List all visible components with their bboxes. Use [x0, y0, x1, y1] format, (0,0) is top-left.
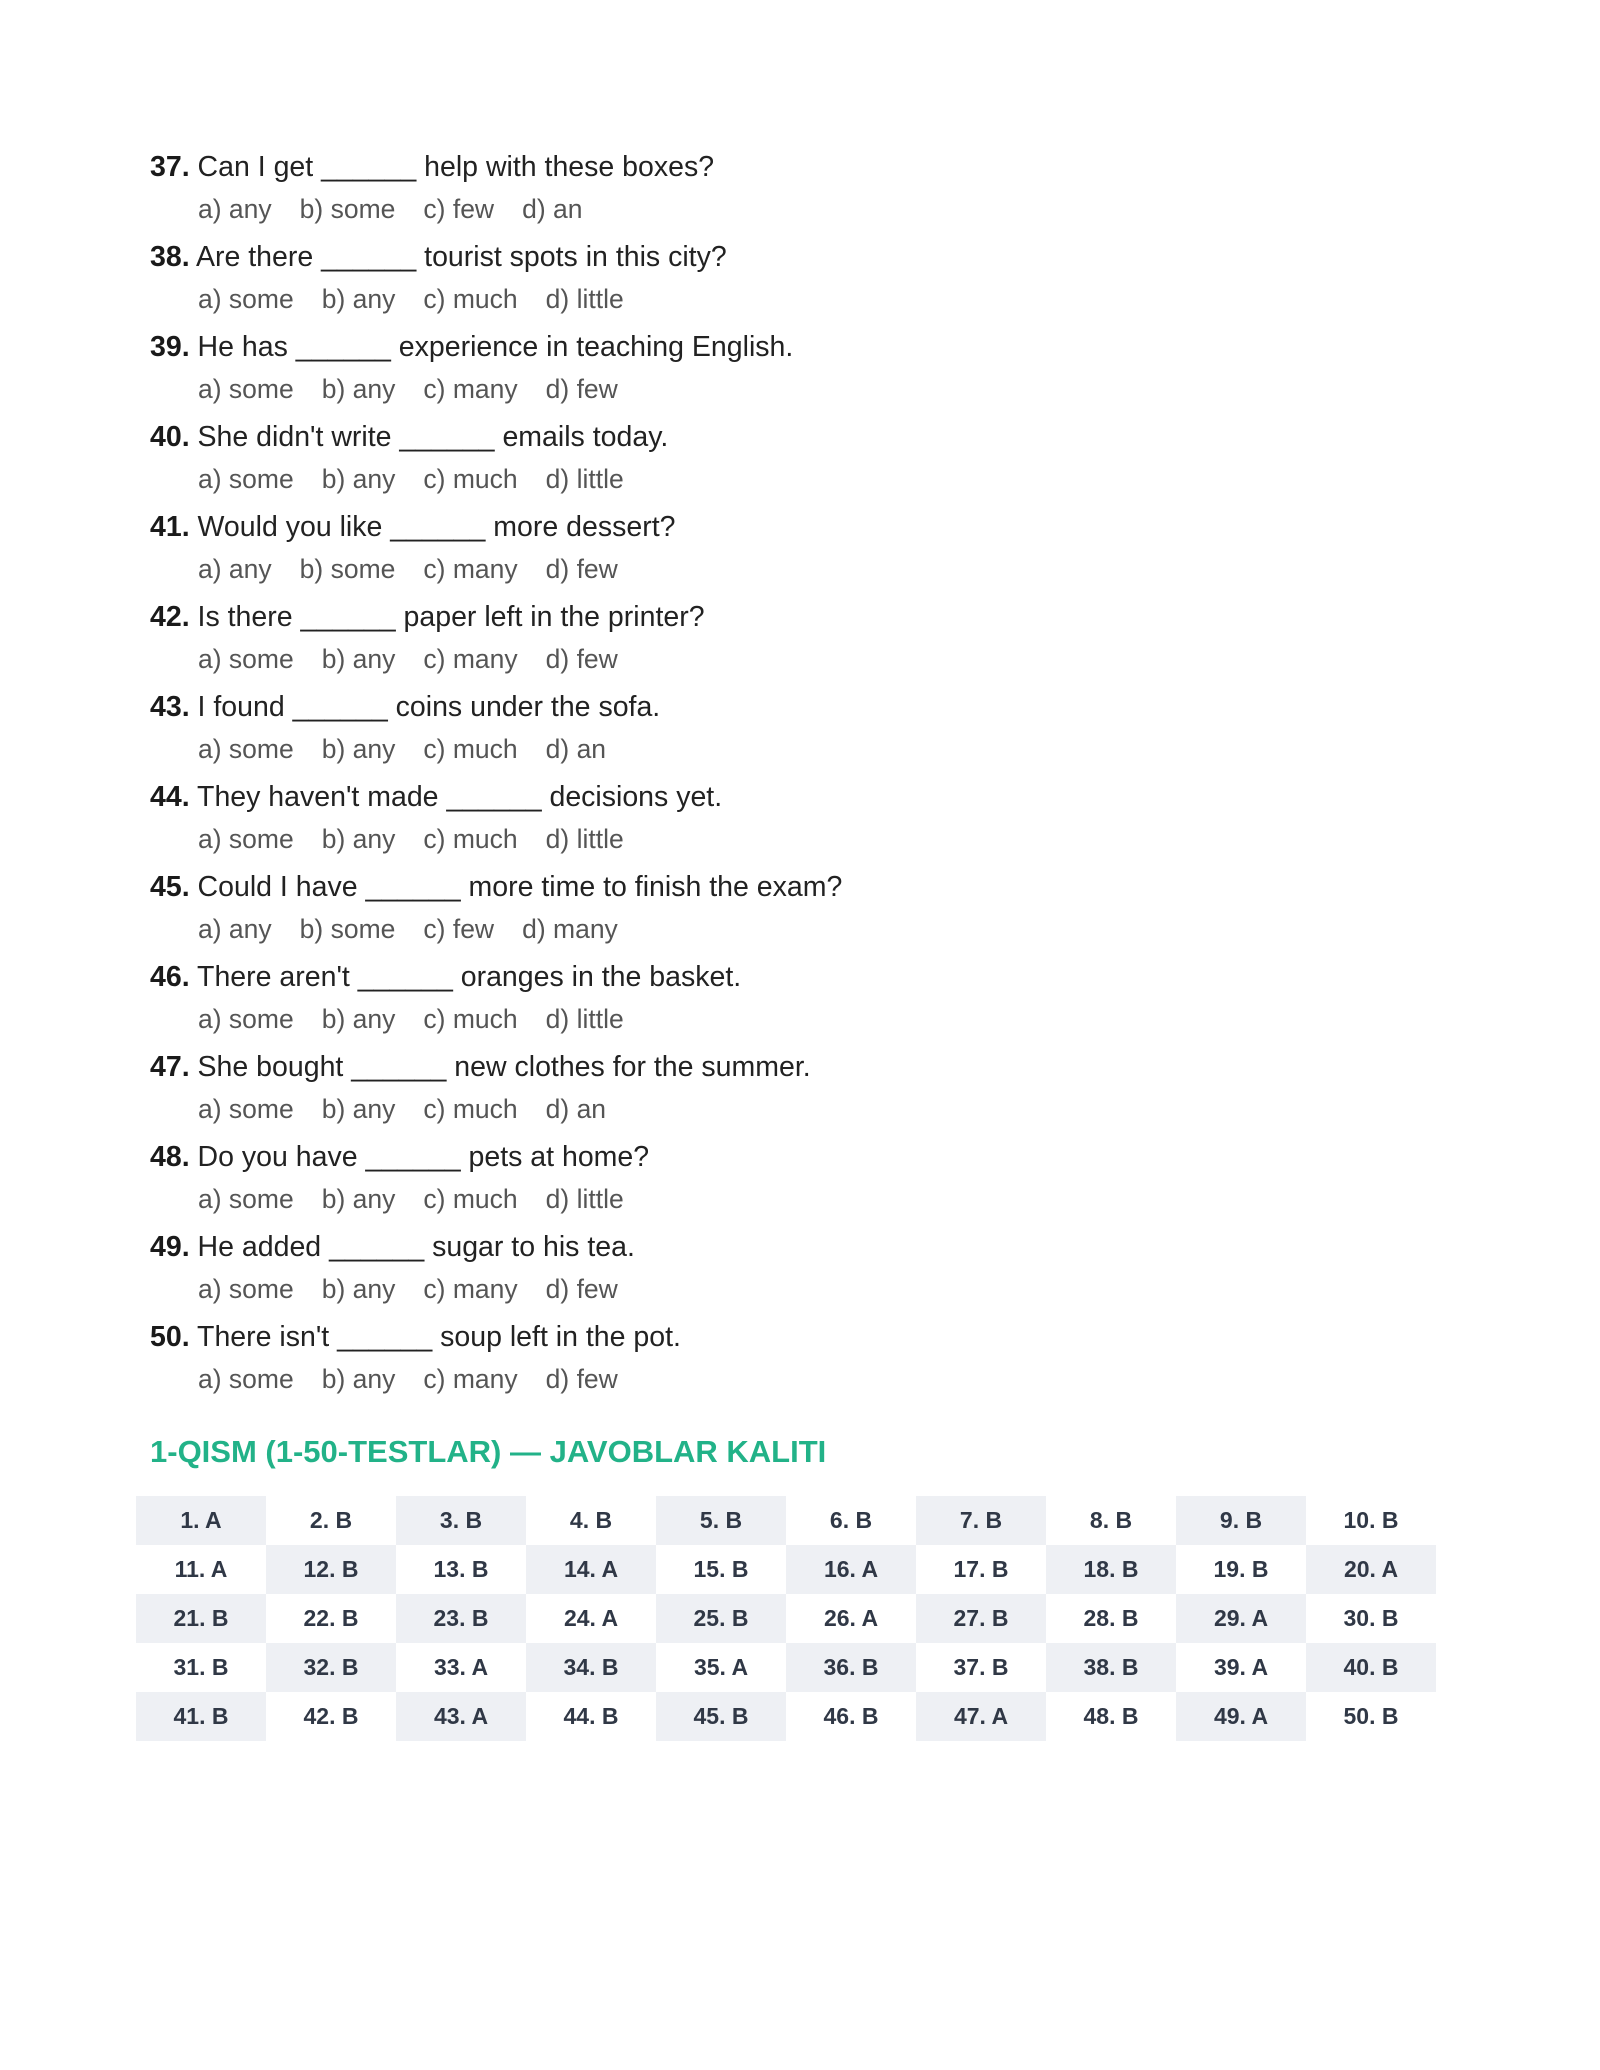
answer-cell: 46. B: [786, 1692, 916, 1741]
answer-cell: 47. A: [916, 1692, 1046, 1741]
option-c: c) much: [423, 1184, 518, 1214]
option-c: c) much: [423, 734, 518, 764]
option-a: a) some: [198, 1004, 294, 1034]
answer-row: [136, 1594, 1436, 1643]
question-item: [150, 1136, 1450, 1226]
question-text: There aren't ______ oranges in the basket.: [197, 961, 742, 993]
answer-cell: 38. B: [1046, 1643, 1176, 1692]
answer-cell: 42. B: [266, 1692, 396, 1741]
option-list: [150, 458, 1450, 500]
option-c: c) many: [423, 644, 518, 674]
question-number: 42.: [150, 601, 190, 633]
question-item: [150, 416, 1450, 506]
option-d: d) few: [545, 644, 618, 674]
option-a: a) some: [198, 1094, 294, 1124]
option-a: a) some: [198, 734, 294, 764]
answer-cell: 48. B: [1046, 1692, 1176, 1741]
answer-cell: 44. B: [526, 1692, 656, 1741]
option-d: d) many: [522, 914, 618, 944]
option-a: a) some: [198, 1184, 294, 1214]
question-number: 44.: [150, 781, 190, 813]
option-c: c) few: [423, 194, 495, 224]
question-line: [150, 956, 1450, 998]
option-d: d) an: [545, 734, 607, 764]
option-list: [150, 1268, 1450, 1310]
option-list: [150, 998, 1450, 1040]
question-text: Are there ______ tourist spots in this city?: [195, 241, 727, 273]
option-c: c) much: [423, 1004, 518, 1034]
option-b: b) any: [321, 1184, 396, 1214]
answer-cell: 7. B: [916, 1496, 1046, 1545]
answer-cell: 22. B: [266, 1594, 396, 1643]
question-number: 39.: [150, 331, 190, 363]
answer-cell: 27. B: [916, 1594, 1046, 1643]
answer-cell: 1. A: [136, 1496, 266, 1545]
answer-cell: 36. B: [786, 1643, 916, 1692]
answer-cell: 32. B: [266, 1643, 396, 1692]
option-a: a) any: [198, 194, 272, 224]
option-c: c) much: [423, 1094, 518, 1124]
question-text: They haven't made ______ decisions yet.: [197, 781, 723, 813]
answer-cell: 25. B: [656, 1594, 786, 1643]
question-line: [150, 416, 1450, 458]
option-c: c) many: [423, 374, 518, 404]
answer-row: [136, 1545, 1436, 1594]
question-line: [150, 1226, 1450, 1268]
option-c: c) much: [423, 824, 518, 854]
option-d: d) little: [545, 1004, 624, 1034]
option-d: d) little: [545, 284, 624, 314]
question-line: [150, 1046, 1450, 1088]
option-d: d) few: [545, 1274, 618, 1304]
option-d: d) few: [545, 374, 618, 404]
question-line: [150, 146, 1450, 188]
option-b: b) some: [299, 194, 396, 224]
question-text: There isn't ______ soup left in the pot.: [197, 1321, 681, 1353]
answer-cell: 16. A: [786, 1545, 916, 1594]
option-list: [150, 1178, 1450, 1220]
question-text: I found ______ coins under the sofa.: [197, 691, 661, 723]
question-item: [150, 596, 1450, 686]
answer-cell: 37. B: [916, 1643, 1046, 1692]
option-b: b) any: [321, 284, 396, 314]
answer-cell: 2. B: [266, 1496, 396, 1545]
answer-cell: 19. B: [1176, 1545, 1306, 1594]
option-c: c) much: [423, 464, 518, 494]
question-number: 41.: [150, 511, 190, 543]
question-text: He has ______ experience in teaching English.: [197, 331, 794, 363]
option-b: b) any: [321, 734, 396, 764]
answer-cell: 45. B: [656, 1692, 786, 1741]
answer-cell: 17. B: [916, 1545, 1046, 1594]
answer-cell: 6. B: [786, 1496, 916, 1545]
option-d: d) few: [545, 554, 618, 584]
option-b: b) any: [321, 464, 396, 494]
question-text: He added ______ sugar to his tea.: [197, 1231, 635, 1263]
question-line: [150, 1136, 1450, 1178]
question-item: [150, 146, 1450, 236]
option-list: [150, 188, 1450, 230]
answer-cell: 43. A: [396, 1692, 526, 1741]
option-c: c) many: [423, 554, 518, 584]
option-b: b) some: [299, 914, 396, 944]
answer-cell: 26. A: [786, 1594, 916, 1643]
answer-cell: 50. B: [1306, 1692, 1436, 1741]
option-a: a) some: [198, 284, 294, 314]
option-b: b) any: [321, 1274, 396, 1304]
answer-cell: 41. B: [136, 1692, 266, 1741]
question-number: 45.: [150, 871, 190, 903]
answer-cell: 30. B: [1306, 1594, 1436, 1643]
answer-cell: 40. B: [1306, 1643, 1436, 1692]
question-item: [150, 776, 1450, 866]
question-line: [150, 1316, 1450, 1358]
option-list: [150, 368, 1450, 410]
option-b: b) any: [321, 1004, 396, 1034]
question-line: [150, 596, 1450, 638]
answer-cell: 28. B: [1046, 1594, 1176, 1643]
option-c: c) few: [423, 914, 495, 944]
option-b: b) any: [321, 644, 396, 674]
answer-cell: 23. B: [396, 1594, 526, 1643]
question-text: She didn't write ______ emails today.: [197, 421, 669, 453]
answer-row: [136, 1692, 1436, 1741]
answer-cell: 39. A: [1176, 1643, 1306, 1692]
option-list: [150, 818, 1450, 860]
question-number: 40.: [150, 421, 190, 453]
question-line: [150, 866, 1450, 908]
answer-cell: 18. B: [1046, 1545, 1176, 1594]
option-d: d) little: [545, 824, 624, 854]
option-b: b) any: [321, 1094, 396, 1124]
answer-cell: 3. B: [396, 1496, 526, 1545]
question-item: [150, 236, 1450, 326]
answer-cell: 9. B: [1176, 1496, 1306, 1545]
option-list: [150, 548, 1450, 590]
answer-cell: 8. B: [1046, 1496, 1176, 1545]
answer-cell: 35. A: [656, 1643, 786, 1692]
question-text: Could I have ______ more time to finish the exam?: [197, 871, 843, 903]
answer-cell: 5. B: [656, 1496, 786, 1545]
answer-cell: 29. A: [1176, 1594, 1306, 1643]
answer-cell: 24. A: [526, 1594, 656, 1643]
question-text: Is there ______ paper left in the printer?: [197, 601, 705, 633]
question-item: [150, 1046, 1450, 1136]
question-item: [150, 866, 1450, 956]
answer-cell: 15. B: [656, 1545, 786, 1594]
option-list: [150, 908, 1450, 950]
question-number: 50.: [150, 1321, 190, 1353]
answer-cell: 10. B: [1306, 1496, 1436, 1545]
question-number: 38.: [150, 241, 190, 273]
option-a: a) some: [198, 1364, 294, 1394]
question-number: 49.: [150, 1231, 190, 1263]
option-a: a) some: [198, 644, 294, 674]
answer-cell: 20. A: [1306, 1545, 1436, 1594]
answer-cell: 11. A: [136, 1545, 266, 1594]
question-list: [150, 146, 1450, 1406]
option-a: a) any: [198, 554, 272, 584]
answer-key-table: [136, 1496, 1436, 1741]
option-b: b) any: [321, 1364, 396, 1394]
question-text: Can I get ______ help with these boxes?: [197, 151, 715, 183]
question-number: 47.: [150, 1051, 190, 1083]
option-a: a) some: [198, 824, 294, 854]
question-number: 37.: [150, 151, 190, 183]
option-b: b) any: [321, 374, 396, 404]
option-list: [150, 638, 1450, 680]
option-b: b) any: [321, 824, 396, 854]
question-line: [150, 686, 1450, 728]
option-c: c) many: [423, 1364, 518, 1394]
question-line: [150, 326, 1450, 368]
question-item: [150, 326, 1450, 416]
answer-cell: 4. B: [526, 1496, 656, 1545]
question-number: 48.: [150, 1141, 190, 1173]
answer-row: [136, 1643, 1436, 1692]
answer-cell: 13. B: [396, 1545, 526, 1594]
option-c: c) many: [423, 1274, 518, 1304]
answer-row: [136, 1496, 1436, 1545]
answer-cell: 21. B: [136, 1594, 266, 1643]
answer-cell: 34. B: [526, 1643, 656, 1692]
question-item: [150, 956, 1450, 1046]
option-d: d) little: [545, 464, 624, 494]
option-a: a) some: [198, 1274, 294, 1304]
option-d: d) an: [545, 1094, 607, 1124]
option-list: [150, 1088, 1450, 1130]
option-d: d) few: [545, 1364, 618, 1394]
question-number: 43.: [150, 691, 190, 723]
option-b: b) some: [299, 554, 396, 584]
question-line: [150, 236, 1450, 278]
answer-cell: 31. B: [136, 1643, 266, 1692]
question-number: 46.: [150, 961, 190, 993]
option-list: [150, 728, 1450, 770]
option-c: c) much: [423, 284, 518, 314]
question-item: [150, 686, 1450, 776]
question-text: She bought ______ new clothes for the summer.: [197, 1051, 811, 1083]
option-d: d) little: [545, 1184, 624, 1214]
question-text: Would you like ______ more dessert?: [197, 511, 676, 543]
question-line: [150, 506, 1450, 548]
option-d: d) an: [522, 194, 583, 224]
option-a: a) any: [198, 914, 272, 944]
option-list: [150, 278, 1450, 320]
option-a: a) some: [198, 374, 294, 404]
question-line: [150, 776, 1450, 818]
answer-cell: 14. A: [526, 1545, 656, 1594]
question-item: [150, 1226, 1450, 1316]
option-a: a) some: [198, 464, 294, 494]
question-item: [150, 1316, 1450, 1406]
question-text: Do you have ______ pets at home?: [197, 1141, 650, 1173]
answer-cell: 49. A: [1176, 1692, 1306, 1741]
option-list: [150, 1358, 1450, 1400]
answer-cell: 33. A: [396, 1643, 526, 1692]
answer-key-title: 1-QISM (1-50-TESTLAR) — JAVOBLAR KALITI: [150, 1434, 827, 1469]
answer-cell: 12. B: [266, 1545, 396, 1594]
question-item: [150, 506, 1450, 596]
